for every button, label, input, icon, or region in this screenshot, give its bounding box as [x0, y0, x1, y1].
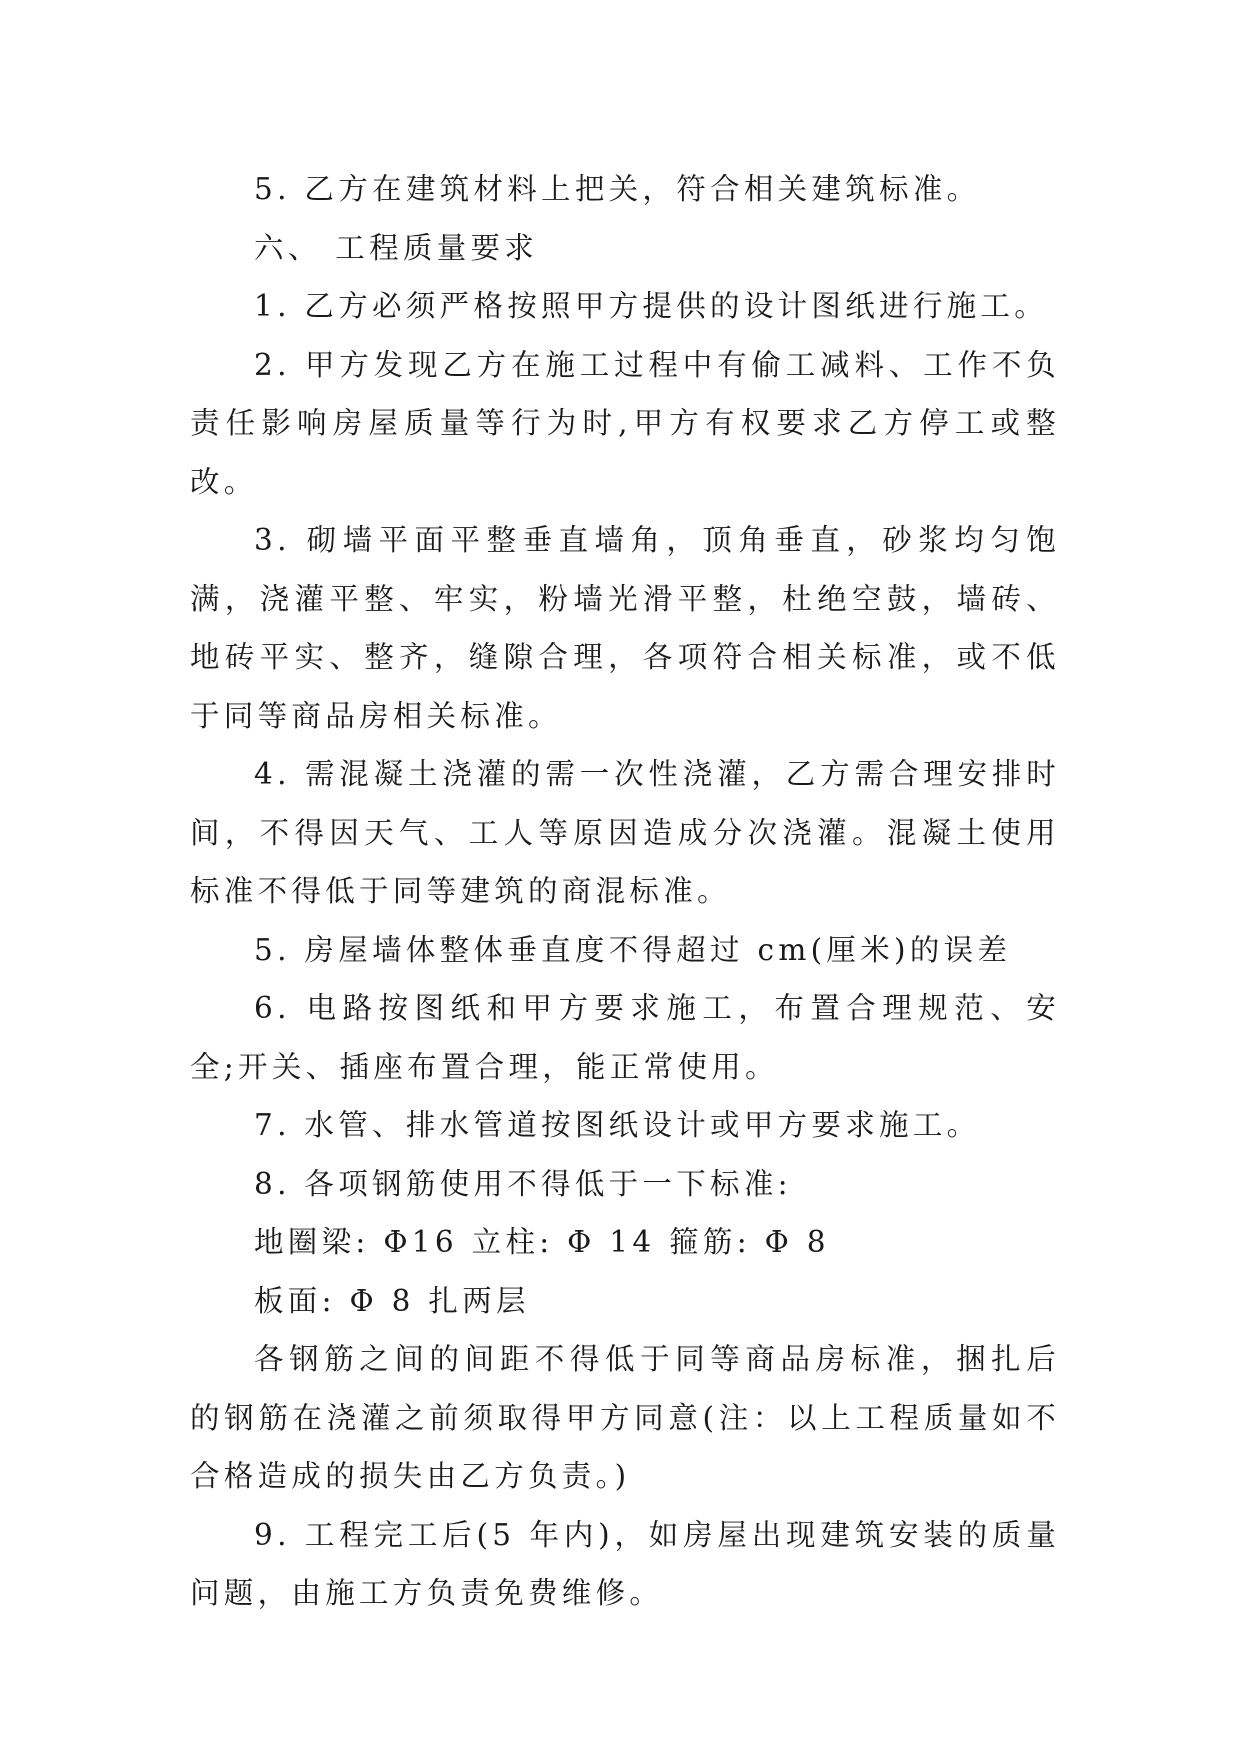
paragraph-item-2: 2. 甲方发现乙方在施工过程中有偷工减料、工作不负责任影响房屋质量等行为时,甲方有权要求乙方停工或整改。 [190, 347, 1060, 499]
paragraph-rebar-spec-1: 地圈梁: Φ16 立柱: Φ 14 箍筋: Φ 8 [254, 1225, 830, 1259]
paragraph-rebar-spec-2: 板面: Φ 8 扎两层 [254, 1283, 530, 1318]
section-heading-quality: 六、 工程质量要求 [254, 230, 539, 265]
paragraph-item-3: 3. 砌墙平面平整垂直墙角，顶角垂直，砂浆均匀饱满，浇灌平整、牢实，粉墙光滑平整，杜绝空鼓，墙砖、地砖平实、整齐，缝隙合理，各项符合相关标准，或不低于同等商品房相关标准。 [190, 523, 1060, 733]
document-body [190, 160, 1060, 1623]
paragraph-item-4: 4. 需混凝土浇灌的需一次性浇灌，乙方需合理安排时间，不得因天气、工人等原因造成分次浇灌。混凝土使用标准不得低于同等建筑的商混标准。 [190, 757, 1060, 908]
paragraph-item-1: 1. 乙方必须严格按照甲方提供的设计图纸进行施工。 [254, 289, 1049, 323]
paragraph-item-6: 6. 电路按图纸和甲方要求施工，布置合理规范、安全;开关、插座布置合理，能正常使用。 [190, 991, 1060, 1084]
paragraph-item-5: 5. 房屋墙体整体垂直度不得超过 cm(厘米)的误差 [254, 932, 1012, 967]
paragraph-rebar-spacing: 各钢筋之间的间距不得低于同等商品房标准，捆扎后的钢筋在浇灌之前须取得甲方同意(注：以上工程质量如不合格造成的损失由乙方负责。) [190, 1342, 1060, 1493]
paragraph-item-7: 7. 水管、排水管道按图纸设计或甲方要求施工。 [254, 1108, 981, 1142]
paragraph-material-check: 5. 乙方在建筑材料上把关，符合相关建筑标准。 [254, 172, 981, 206]
paragraph-item-8: 8. 各项钢筋使用不得低于一下标准: [254, 1166, 792, 1201]
paragraph-item-9: 9. 工程完工后(5 年内)，如房屋出现建筑安装的质量问题，由施工方负责免费维修。 [190, 1517, 1060, 1610]
